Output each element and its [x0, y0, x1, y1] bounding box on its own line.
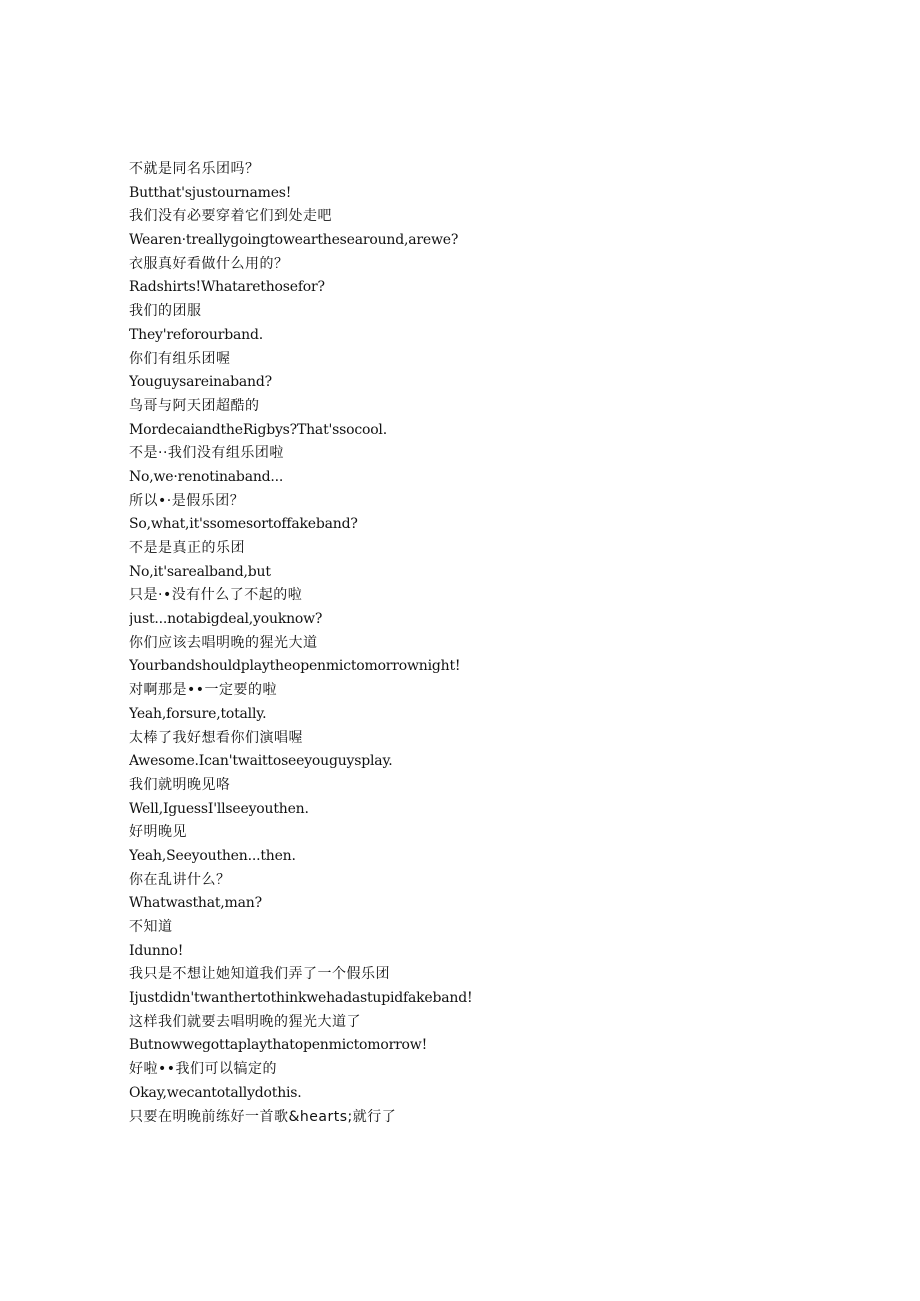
chinese-line: 你们应该去唱明晚的猩光大道 — [129, 634, 318, 651]
english-line: Yeah,Seeyouthen...then. — [129, 847, 296, 864]
chinese-line: 你们有组乐团喔 — [129, 350, 231, 367]
english-line: Whatwasthat,man? — [129, 895, 262, 912]
chinese-line: 这样我们就要去唱明晚的猩光大道了 — [129, 1013, 361, 1030]
chinese-line: 不是··我们没有组乐团啦 — [129, 445, 284, 462]
english-line: MordecaiandtheRigbys?That'ssocool. — [129, 421, 387, 438]
chinese-line: 好啦••我们可以犒定的 — [129, 1061, 278, 1078]
chinese-line: 所以•·是假乐团？ — [129, 492, 245, 509]
english-line: Radshirts!Whatarethosefor? — [129, 279, 325, 296]
chinese-line: 只要在明晚前练好一首歌&hearts;就行了 — [129, 1108, 397, 1125]
chinese-line: 我们就明晚见咯 — [129, 776, 231, 793]
english-line: Idunno! — [129, 942, 184, 959]
dialogue-lines — [129, 158, 829, 1129]
chinese-line: 对啊那是••一定要的啦 — [129, 682, 278, 699]
english-line: Wearen·treallygoingtowearthesearound,arewe? — [129, 232, 459, 249]
chinese-line: 太棒了我好想看你们演唱喔 — [129, 729, 303, 746]
chinese-line: 我只是不想让她知道我们弄了一个假乐团 — [129, 966, 390, 983]
english-line: Youguysareinaband? — [129, 374, 272, 391]
english-line: So,what,it'ssomesortoffakeband? — [129, 516, 358, 533]
english-line: Butthat'sjustournames! — [129, 184, 292, 201]
chinese-line: 衣服真好看做什么用的？ — [129, 255, 289, 272]
english-line: No,it'sarealband,but — [129, 563, 271, 580]
chinese-line: 不知道 — [129, 919, 173, 935]
english-line: Butnowwegottaplaythatopenmictomorrow! — [129, 1037, 427, 1054]
chinese-line: 你在乱讲什么？ — [129, 871, 231, 888]
english-line: Okay,wecantotallydothis. — [129, 1084, 302, 1101]
english-line: They'reforourband. — [129, 326, 263, 343]
chinese-line: 只是·•没有什么了不起的啦 — [129, 587, 303, 604]
english-line: Yourbandshouldplaytheopenmictomorrownight! — [129, 658, 461, 675]
english-line: No,we·renotinaband... — [129, 468, 284, 485]
chinese-line: 好明晚见 — [129, 824, 187, 841]
chinese-line: 不就是同名乐团吗？ — [129, 161, 260, 177]
english-line: Yeah,forsure,totally. — [129, 705, 267, 722]
english-line: just...notabigdeal,youknow? — [129, 611, 323, 628]
chinese-line: 鸟哥与阿天团超酷的 — [129, 397, 260, 414]
english-line: Awesome.Ican'twaittoseeyouguysplay. — [129, 753, 393, 770]
chinese-line: 我们的团服 — [129, 303, 202, 320]
english-line: Well,IguessI'llseeyouthen. — [129, 800, 309, 817]
chinese-line: 我们没有必要穿着它们到处走吧 — [129, 208, 332, 225]
chinese-line: 不是是真正的乐团 — [129, 540, 245, 556]
english-line: Ijustdidn'twanthertothinkwehadastupidfakeband! — [129, 990, 473, 1007]
